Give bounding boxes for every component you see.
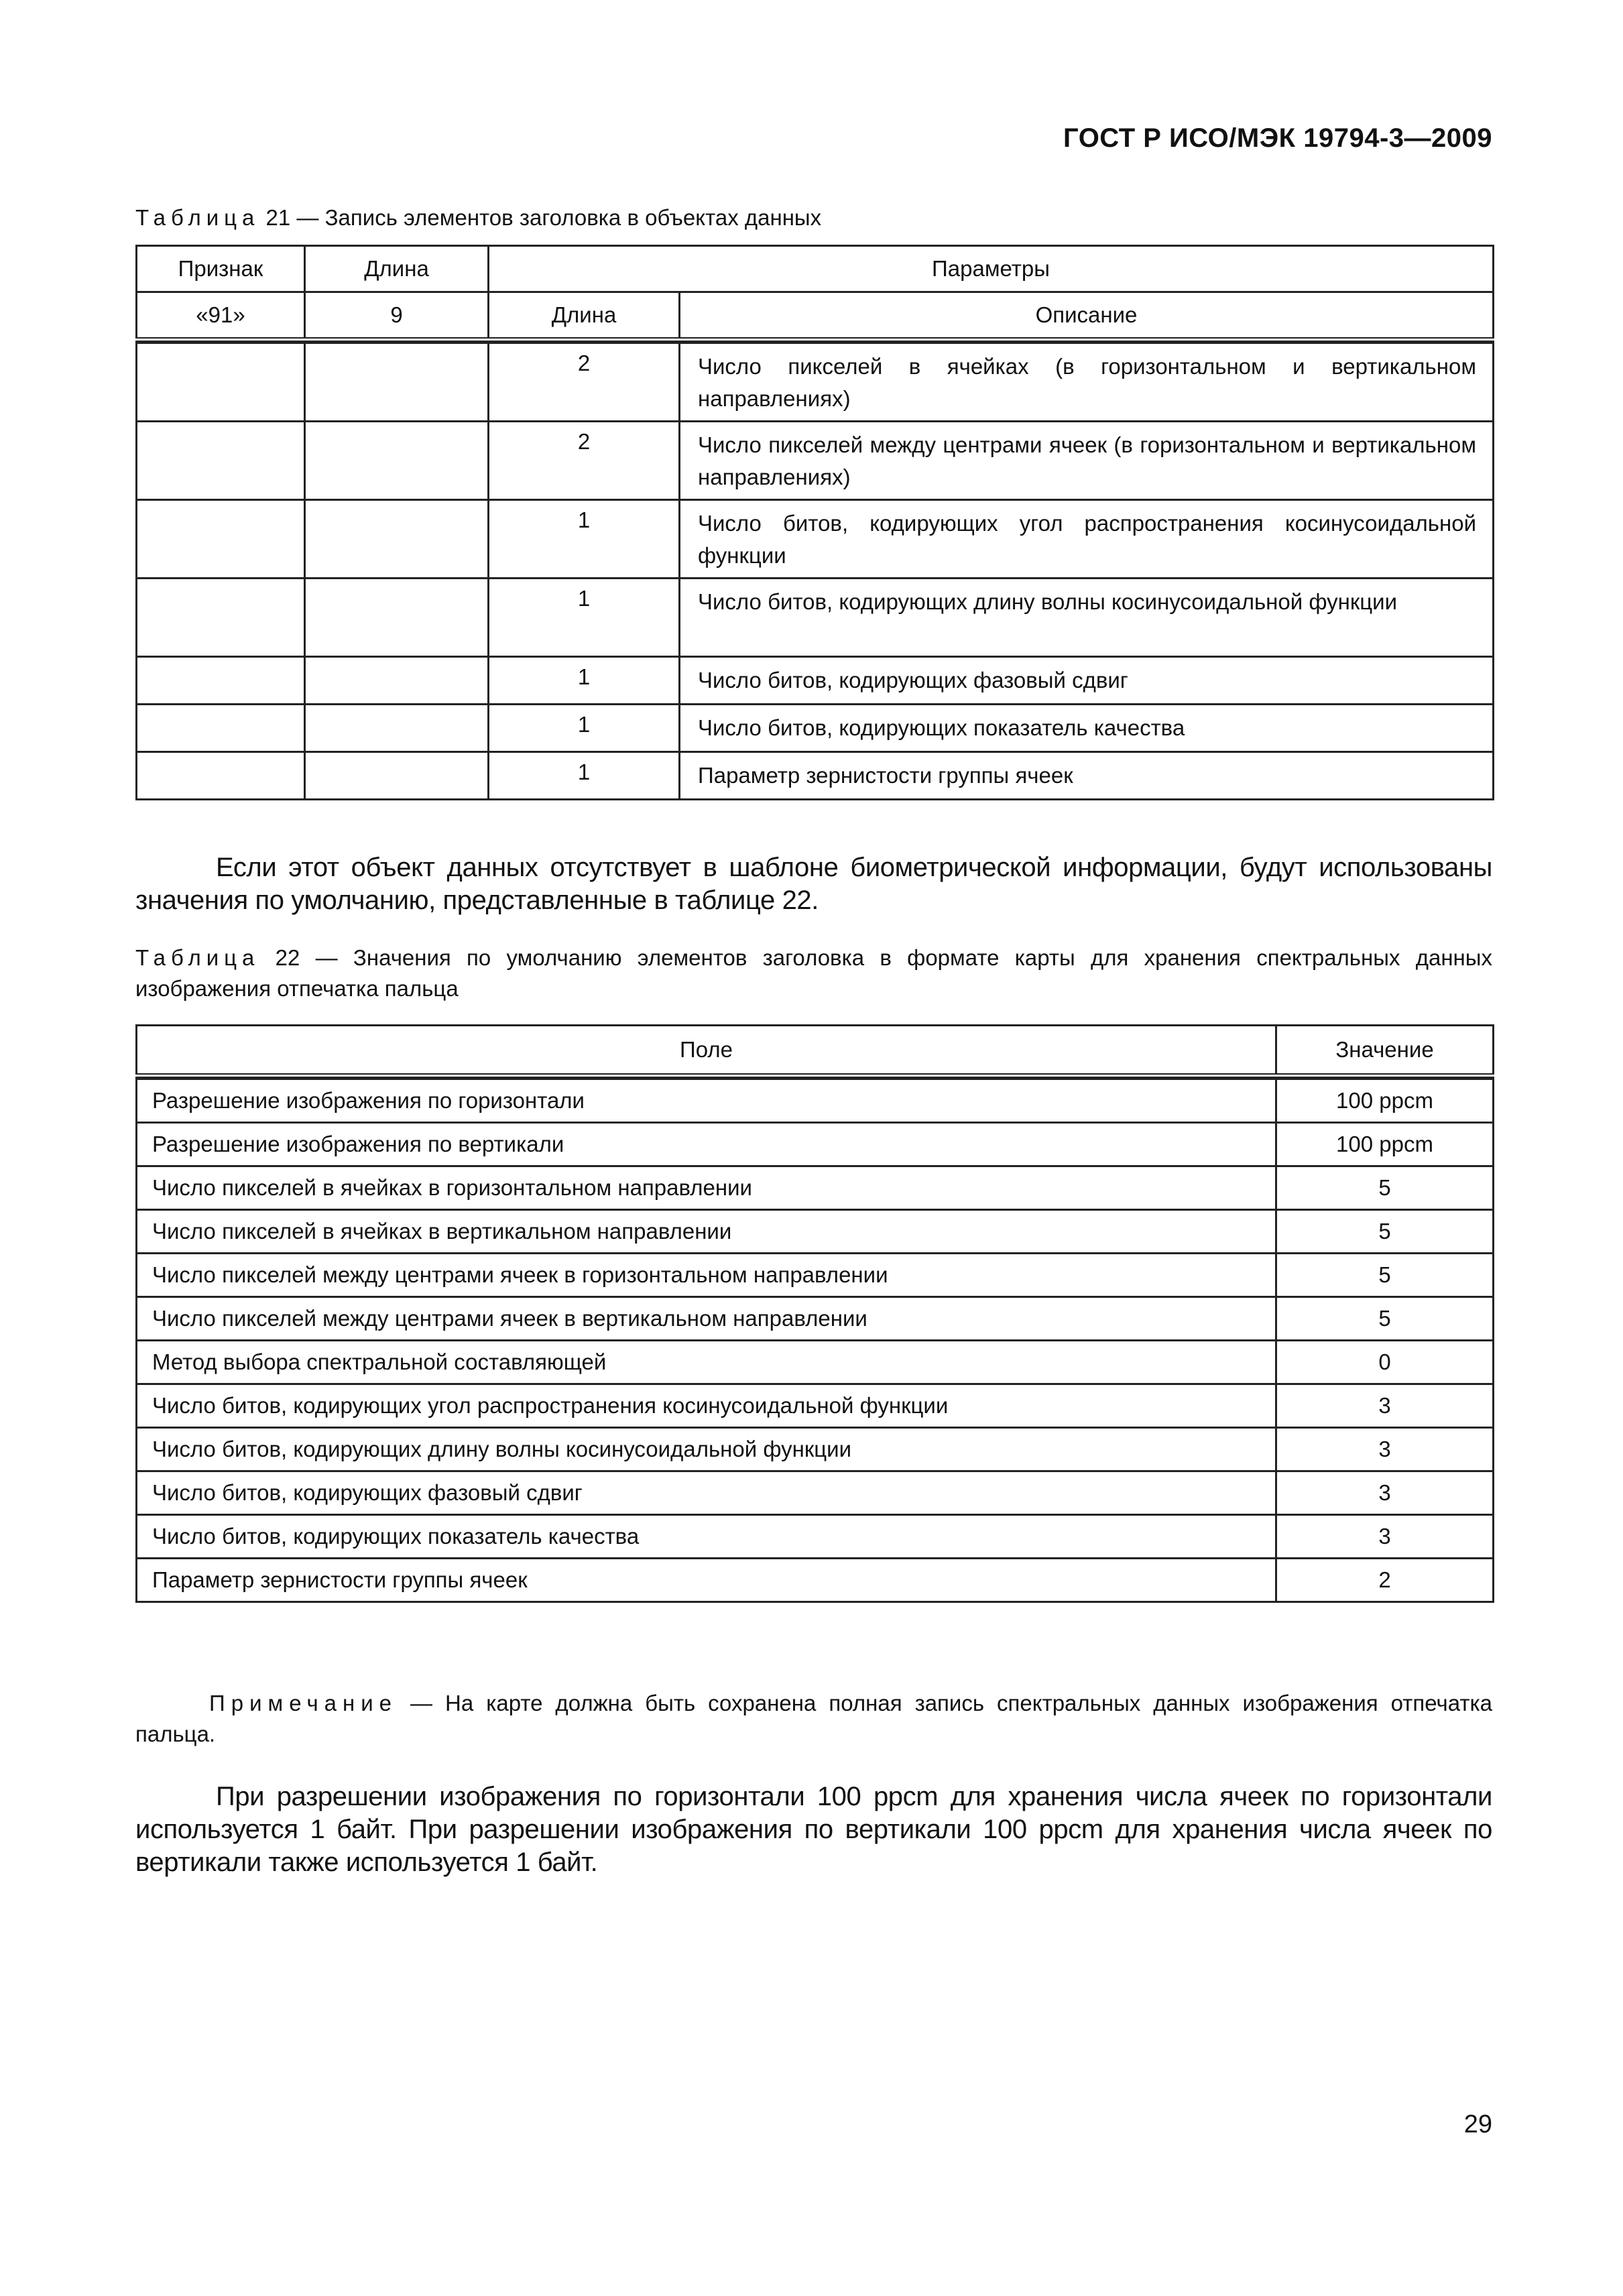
table22-row-field: Разрешение изображения по горизонтали: [137, 1079, 1276, 1123]
table22-row-value: 5: [1276, 1210, 1494, 1254]
table21-row-description: Число пикселей между центрами ячеек (в горизонтальном и вертикальном направлениях): [680, 422, 1494, 500]
table21-row-length: 1: [489, 500, 680, 579]
table21-row-length: 1: [489, 752, 680, 800]
table22-header-row: [137, 1026, 1494, 1076]
table-row: [137, 1079, 1494, 1123]
table21-row-length: 1: [489, 657, 680, 705]
table22-header-value: Значение: [1276, 1026, 1494, 1076]
table21-param-length-header: Длина: [489, 292, 680, 340]
table21-tag-value: «91»: [137, 292, 305, 340]
table22-caption-text: 22 — Значения по умолчанию элементов заголовка в формате карты для хранения спектральных данных изображения отпечатка пальца: [135, 945, 1492, 1001]
table22-row-value: 100 ppcm: [1276, 1123, 1494, 1166]
table21-row-description: Число битов, кодирующих длину волны косинусоидальной функции: [680, 579, 1494, 657]
table-row: [137, 1559, 1494, 1602]
table21-row-description: Число битов, кодирующих угол распространения косинусоидальной функции: [680, 500, 1494, 579]
table22-row-value: 5: [1276, 1254, 1494, 1297]
table22-row-value: 3: [1276, 1428, 1494, 1471]
table-row: [137, 1428, 1494, 1471]
table22-row-value: 3: [1276, 1471, 1494, 1515]
standard-code-header: ГОСТ Р ИСО/МЭК 19794-3—2009: [1063, 123, 1492, 153]
table-row: [137, 500, 1494, 579]
table21-param-description-header: Описание: [680, 292, 1494, 340]
table-row: [137, 1254, 1494, 1297]
table-row: [137, 1341, 1494, 1384]
table22-row-value: 5: [1276, 1297, 1494, 1341]
table22-row-value: 3: [1276, 1384, 1494, 1428]
paragraph-resolution: При разрешении изображения по горизонтали 100 ppcm для хранения числа ячеек по горизонтали используется 1 байт. При разрешении изображения по вертикали 100 ppcm для хранения числа ячеек по вертикали также используется 1 байт.: [135, 1782, 1492, 1877]
table22-row-field: Число битов, кодирующих показатель качества: [137, 1515, 1276, 1559]
table21-row-description: Число пикселей в ячейках (в горизонтальном и вертикальном направлениях): [680, 343, 1494, 422]
table21-header-params: Параметры: [489, 246, 1494, 292]
note-text: — На карте должна быть сохранена полная запись спектральных данных изображения отпечатка пальца.: [135, 1691, 1492, 1746]
table21-header-tag: Признак: [137, 246, 305, 292]
table21-caption-text: 21 — Запись элементов заголовка в объектах данных: [259, 205, 822, 230]
table21-row-length: 1: [489, 705, 680, 752]
table22-row-field: Число битов, кодирующих угол распространения косинусоидальной функции: [137, 1384, 1276, 1428]
note-lead: Примечание: [209, 1691, 398, 1715]
table21-caption: [135, 202, 1492, 233]
table21-row-description: Параметр зернистости группы ячеек: [680, 752, 1494, 800]
table22-row-field: Число пикселей в ячейках в вертикальном направлении: [137, 1210, 1276, 1254]
table22-row-field: Число пикселей в ячейках в горизонтальном направлении: [137, 1166, 1276, 1210]
table21-header-row: [137, 246, 1494, 292]
table22-row-field: Число битов, кодирующих фазовый сдвиг: [137, 1471, 1276, 1515]
table-row: [137, 1515, 1494, 1559]
table21-caption-lead: Таблица: [135, 205, 260, 230]
table22-row-field: Параметр зернистости группы ячеек: [137, 1559, 1276, 1602]
table-22: [135, 1024, 1494, 1603]
table22-row-value: 5: [1276, 1166, 1494, 1210]
table22-caption-lead: Таблица: [135, 945, 260, 970]
table22-caption: [135, 943, 1492, 1004]
table21-row-length: 1: [489, 579, 680, 657]
table21-subheader-row: [137, 292, 1494, 340]
table22-row-value: 0: [1276, 1341, 1494, 1384]
table-row: [137, 1166, 1494, 1210]
table-row: [137, 1210, 1494, 1254]
table-row: [137, 579, 1494, 657]
table21-row-description: Число битов, кодирующих фазовый сдвиг: [680, 657, 1494, 705]
table21-header-length: Длина: [305, 246, 489, 292]
table21-length-value: 9: [305, 292, 489, 340]
table22-header-field: Поле: [137, 1026, 1276, 1076]
page-number: 29: [1463, 2110, 1492, 2138]
table22-row-value: 2: [1276, 1559, 1494, 1602]
table22-row-field: Разрешение изображения по вертикали: [137, 1123, 1276, 1166]
table21-row-length: 2: [489, 343, 680, 422]
table-row: [137, 1297, 1494, 1341]
table21-row-length: 2: [489, 422, 680, 500]
table22-row-field: Число пикселей между центрами ячеек в вертикальном направлении: [137, 1297, 1276, 1341]
table-row: [137, 657, 1494, 705]
table-row: [137, 1384, 1494, 1428]
table22-row-field: Метод выбора спектральной составляющей: [137, 1341, 1276, 1384]
table-row: [137, 752, 1494, 800]
table22-row-field: Число пикселей между центрами ячеек в горизонтальном направлении: [137, 1254, 1276, 1297]
paragraph-defaults: Если этот объект данных отсутствует в шаблоне биометрической информации, будут использованы значения по умолчанию, представленные в таблице 22.: [135, 853, 1492, 915]
table21-row-description: Число битов, кодирующих показатель качества: [680, 705, 1494, 752]
table22-note: [135, 1688, 1492, 1750]
table22-row-value: 3: [1276, 1515, 1494, 1559]
table-row: [137, 343, 1494, 422]
table-row: [137, 705, 1494, 752]
table-row: [137, 1123, 1494, 1166]
table-21: [135, 245, 1494, 800]
table22-row-value: 100 ppcm: [1276, 1079, 1494, 1123]
table-row: [137, 422, 1494, 500]
table-row: [137, 1471, 1494, 1515]
table22-row-field: Число битов, кодирующих длину волны косинусоидальной функции: [137, 1428, 1276, 1471]
